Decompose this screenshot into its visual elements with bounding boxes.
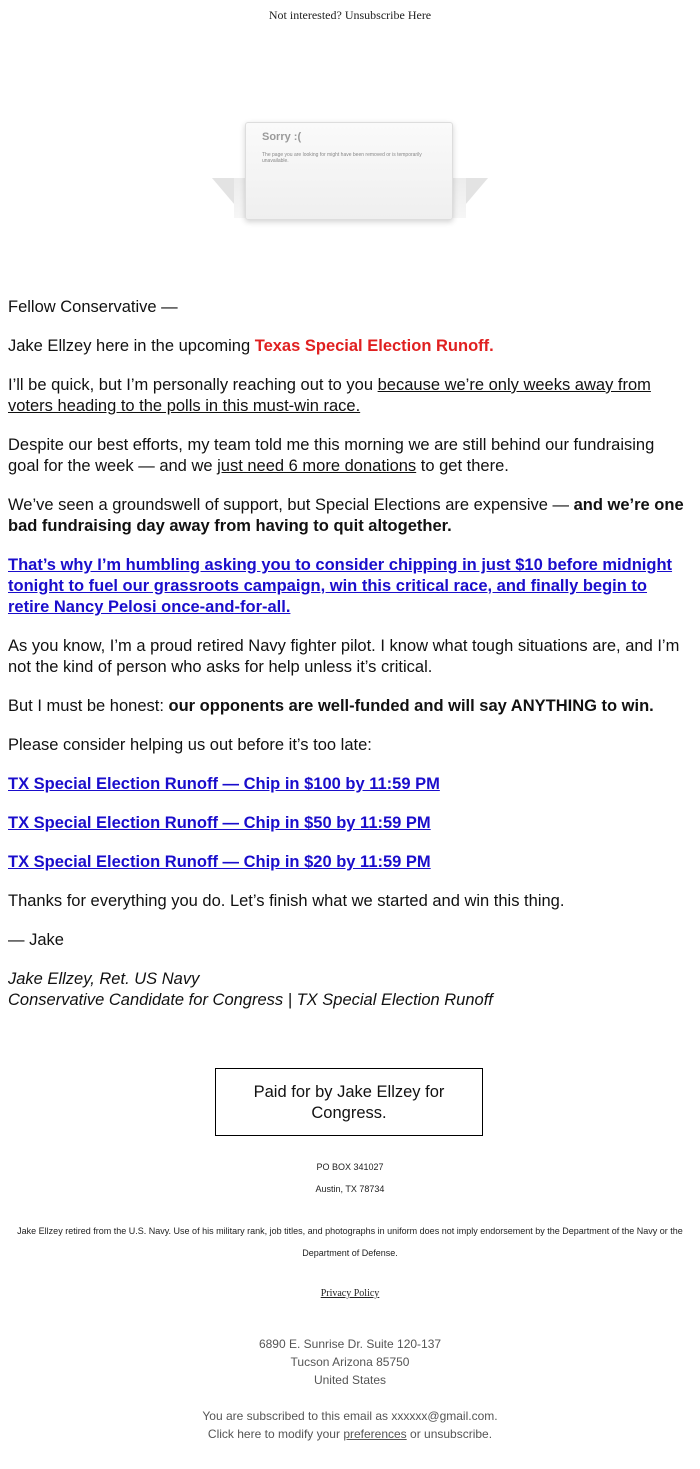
donate-50 [8,813,690,834]
paragraph-background: As you know, I’m a proud retired Navy fighter pilot. I know what tough situations are, and I’m not the kind of person who asks for help unless it’s critical. [8,637,680,676]
unsubscribe-link[interactable]: Not interested? Unsubscribe Here [268,8,432,22]
unsubscribe-header [0,8,700,23]
image-card [245,122,453,220]
election-highlight: Texas Special Election Runoff. [254,337,494,355]
signoff: — Jake [8,931,64,949]
paragraph-goal: Despite our best efforts, my team told me this morning we are still behind our fundraising goal for the week — and we just need 6 more donations to get there. [8,436,655,475]
paragraph-thanks: Thanks for everything you do. Let’s finish what we started and win this thing. [8,892,565,910]
image-error-title: Sorry :( [262,131,302,143]
modify-preferences: Click here to modify your preferences or unsubscribe. [207,1427,493,1441]
paragraph-support: We’ve seen a groundswell of support, but Special Elections are expensive — and we’re one bad fundraising day away from having to quit altogether. [8,496,684,535]
privacy-policy-link[interactable]: Privacy Policy [320,1288,380,1299]
city-state: Austin, TX 78734 [315,1184,385,1194]
donate-100 [8,774,690,795]
image-error-message: The page you are looking for might have been removed or is temporarily unavailable. [262,152,422,164]
paragraph-request: Please consider helping us out before it’s too late: [8,736,372,754]
po-box: PO BOX 341027 [316,1162,384,1172]
donate-20 [8,852,690,873]
donate-50-link[interactable]: TX Special Election Runoff — Chip in $50 by 11:59 PM [8,814,431,832]
broken-image-placeholder [212,120,488,225]
preferences-link[interactable]: preferences [343,1427,407,1441]
military-disclaimer: Jake Ellzey retired from the U.S. Navy. Use of his military rank, job titles, and photographs in uniform does not imply endorsement by the Department of the Navy or the Department of Defense. [17,1226,683,1258]
greeting: Fellow Conservative — [8,298,178,316]
paragraph-opponents: But I must be honest: our opponents are well-funded and will say ANYTHING to win. [8,697,654,715]
donate-100-link[interactable]: TX Special Election Runoff — Chip in $100 by 11:59 PM [8,775,440,793]
email-body [8,297,690,1029]
privacy-section [0,1288,700,1299]
paid-for-box: Paid for by Jake Ellzey for Congress. [215,1068,483,1136]
paragraph-intro: Jake Ellzey here in the upcoming Texas Special Election Runoff. [8,337,494,355]
paragraph-urgency: I’ll be quick, but I’m personally reaching out to you because we’re only weeks away from voters heading to the polls in this must-win race. [8,376,651,415]
footer-subscription [0,1407,700,1443]
paragraph-ask [8,555,690,618]
subscribed-notice: You are subscribed to this email as xxxxxx@gmail.com. [202,1409,498,1423]
donate-20-link[interactable]: TX Special Election Runoff — Chip in $20 by 11:59 PM [8,853,431,871]
donate-ask-link[interactable]: That’s why I’m humbling asking you to consider chipping in just $10 before midnight tonight to fuel our grassroots campaign, win this critical race, and finally begin to retire Nancy Pelosi once-and-for-all. [8,556,673,616]
signature: Jake Ellzey, Ret. US Navy Conservative Candidate for Congress | TX Special Election Runoff [8,970,493,1009]
footer-address: 6890 E. Sunrise Dr. Suite 120-137 Tucson Arizona 85750 United States [258,1337,442,1387]
